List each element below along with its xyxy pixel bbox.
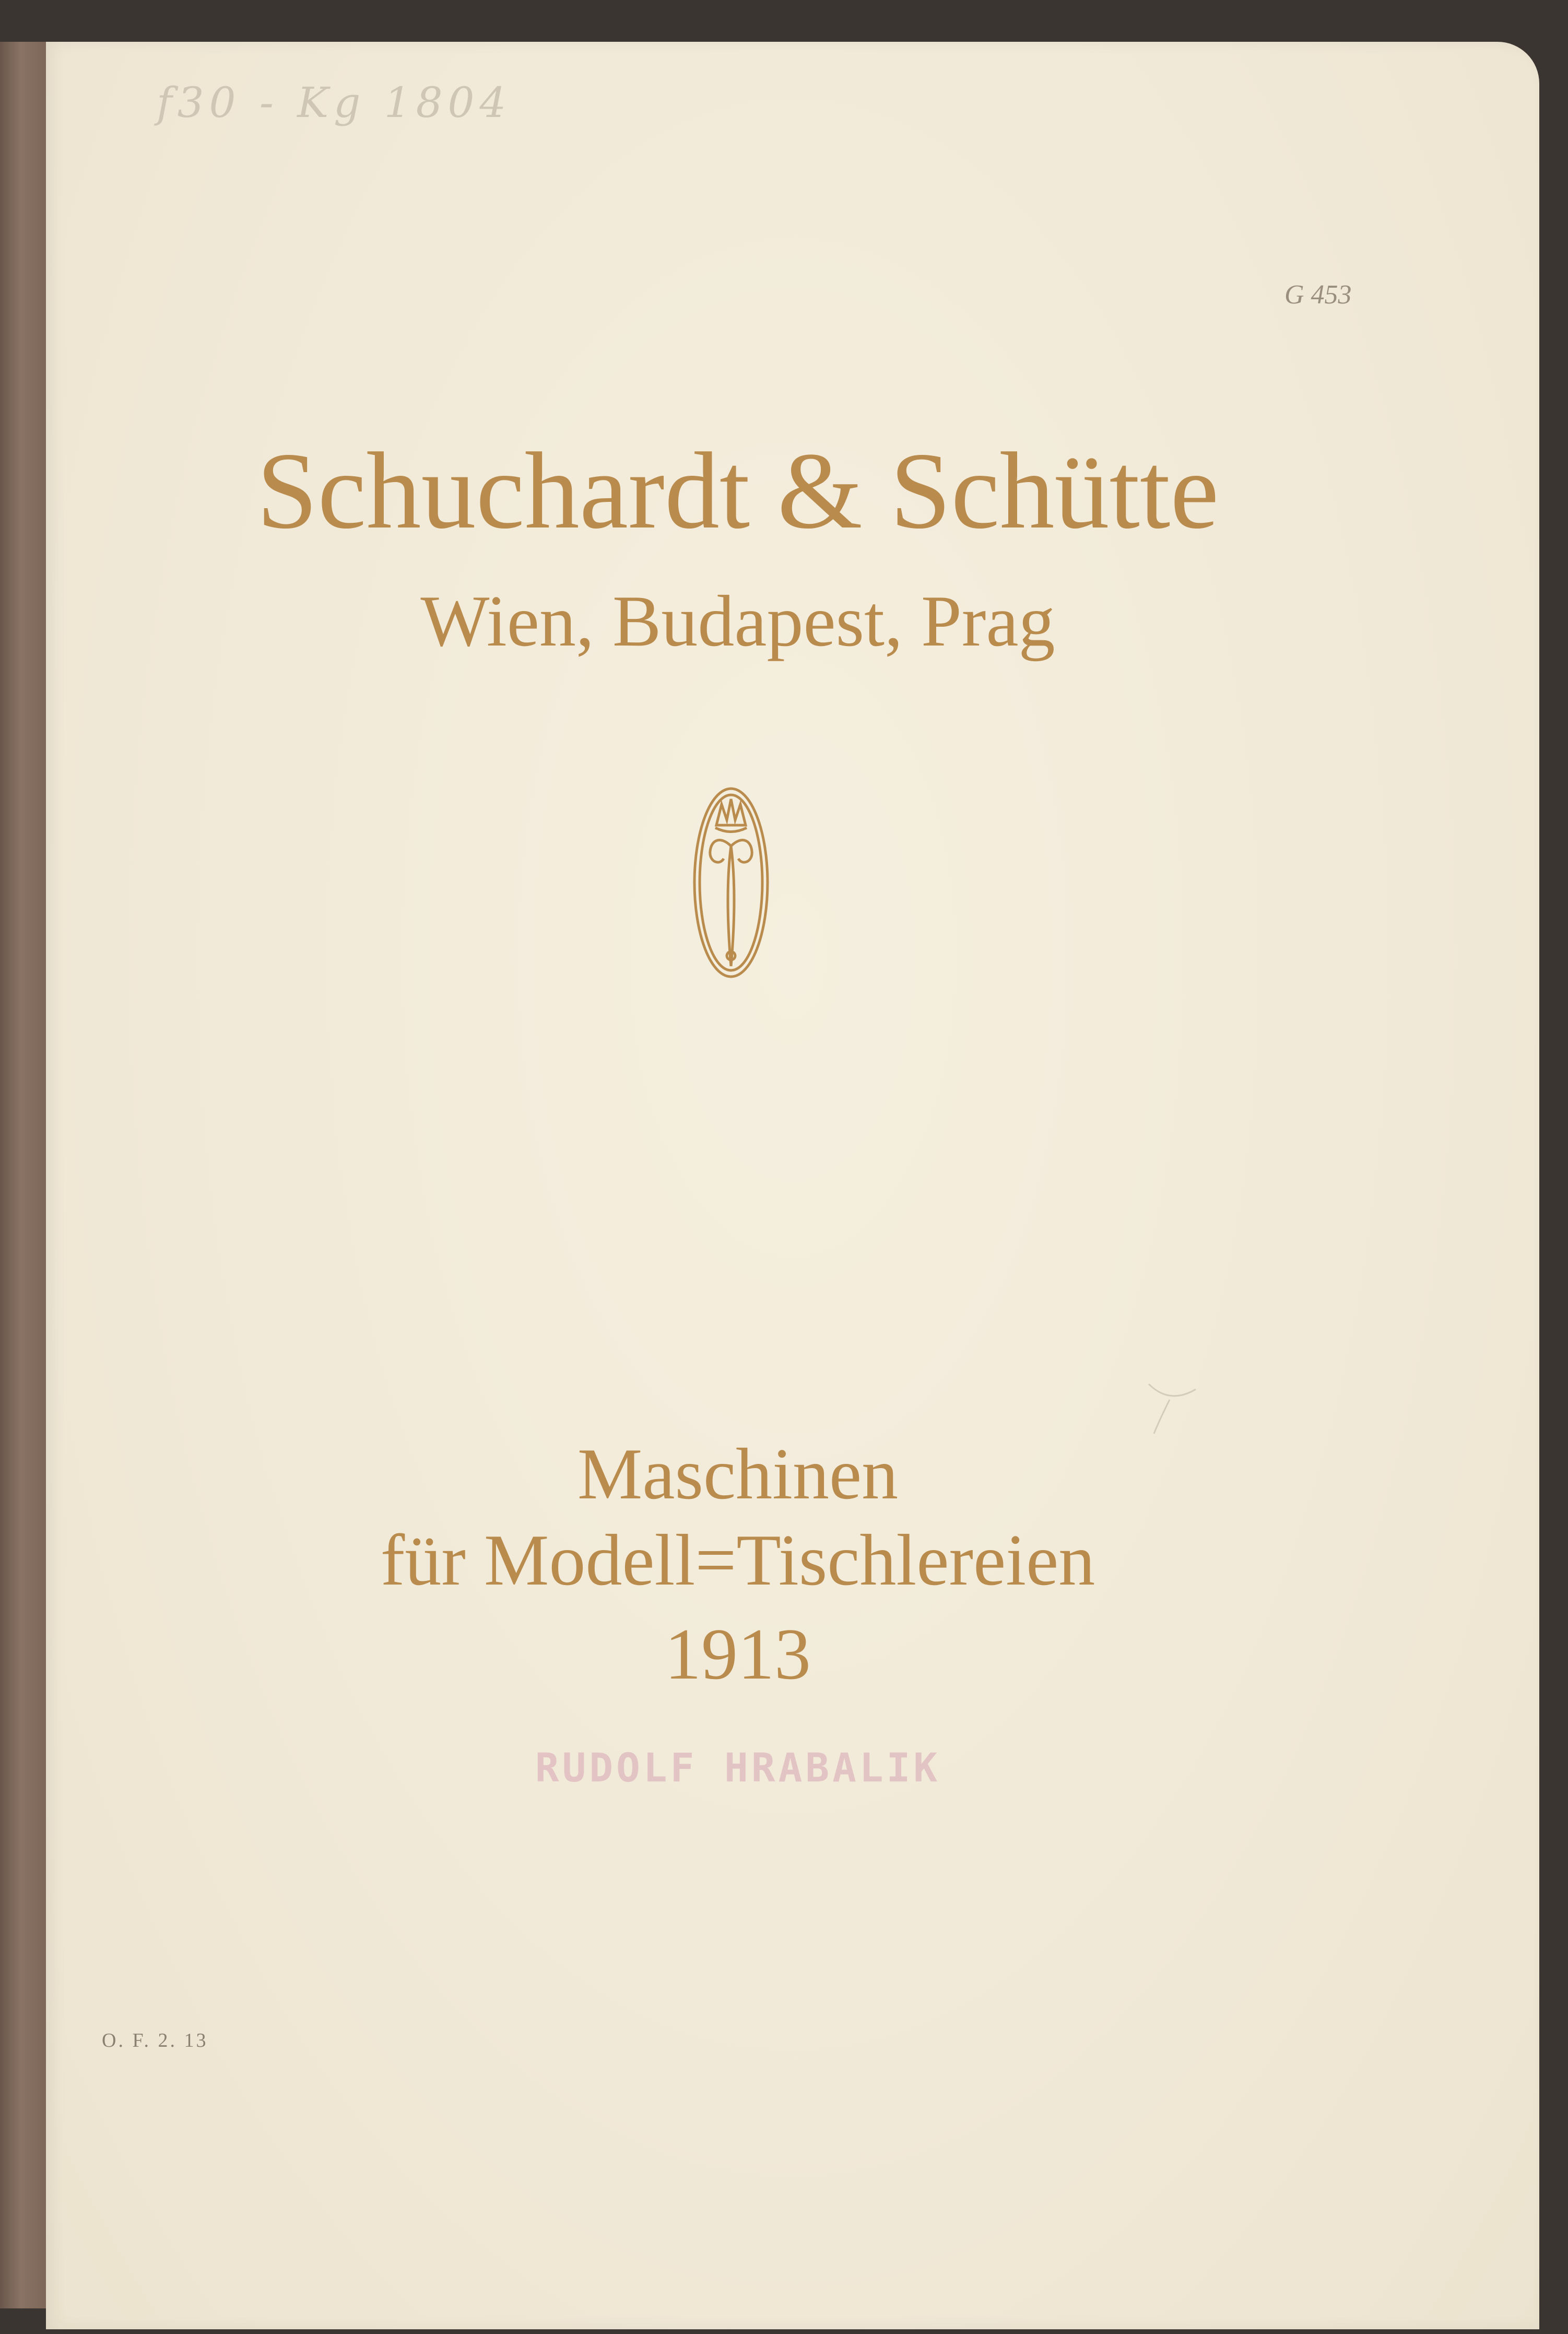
handwritten-note: f30 - Kg 1804: [157, 78, 512, 127]
book-spine: [0, 42, 48, 2308]
company-cities: Wien, Budapest, Prag: [420, 581, 1055, 662]
title-page: [46, 42, 1539, 2329]
product-line-1: Maschinen: [577, 1434, 899, 1515]
catalog-number: G 453: [1284, 280, 1352, 310]
company-name: Schuchardt & Schütte: [256, 430, 1219, 552]
print-code: O. F. 2. 13: [102, 2030, 208, 2051]
catalog-year: 1913: [665, 1614, 811, 1695]
paper-crease-mark: [1138, 1374, 1201, 1436]
product-line-2: für Modell=Tischlereien: [380, 1520, 1095, 1601]
art-nouveau-emblem-icon: [689, 783, 773, 982]
owner-stamp: RUDOLF HRABALIK: [535, 1744, 941, 1791]
